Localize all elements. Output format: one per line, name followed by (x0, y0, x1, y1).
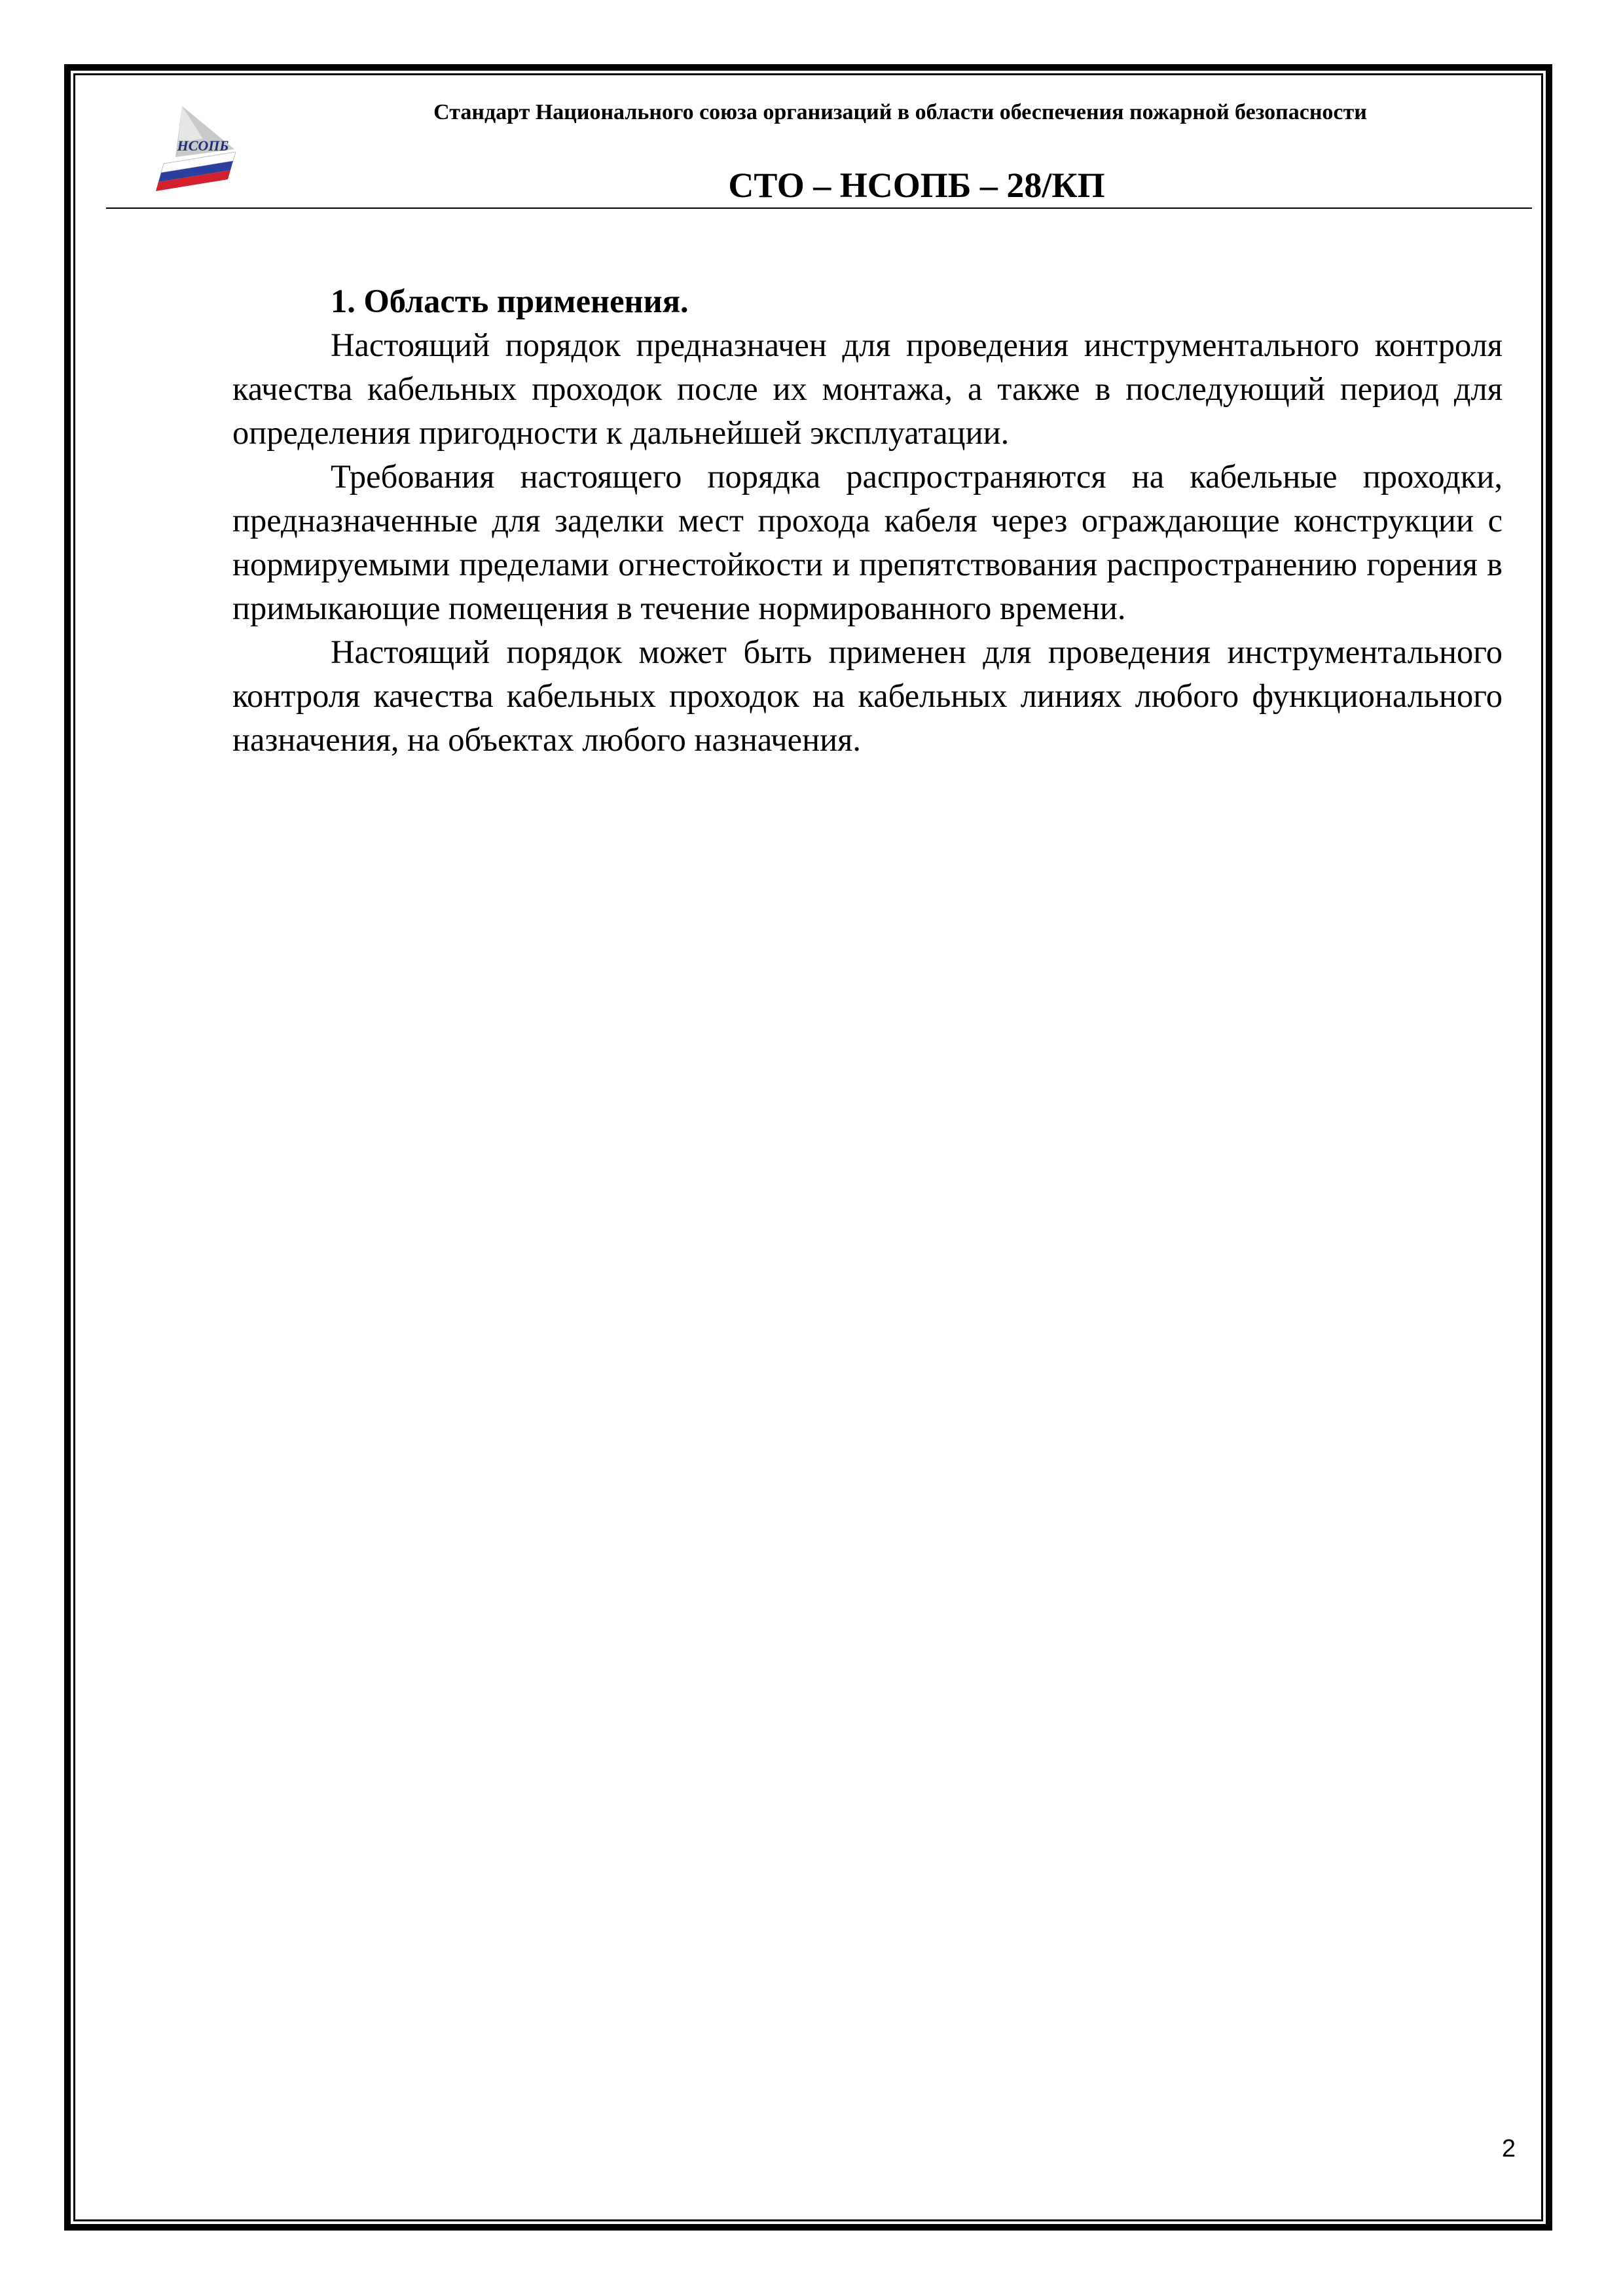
section-heading: 1. Область применения. (331, 283, 689, 319)
nsopb-logo (156, 103, 247, 195)
page-number: 2 (1501, 2135, 1516, 2162)
paragraph: Настоящий порядок предназначен для проведения инструментального контроля качества кабельных проходок после их монтажа, а также в последующий период для определения пригодности к дальнейшей эксплуатации. (232, 327, 1503, 451)
svg-text:НСОПБ: НСОПБ (177, 137, 229, 154)
paragraph: Требования настоящего порядка распространяются на кабельные проходки, предназначенные для заделки мест прохода кабеля через ограждающие конструкции с нормируемыми пределами огнестойкости и препятствования распространению горения в примыкающие помещения в течение нормированного времени. (232, 458, 1503, 626)
paragraph: Настоящий порядок может быть применен для проведения инструментального контроля качества кабельных проходок на кабельных линиях любого функционального назначения, на объектах любого назначения. (232, 634, 1503, 758)
header-divider (106, 207, 1532, 209)
document-code: СТО – НСОПБ – 28/КП (728, 166, 1105, 205)
document-body (232, 279, 1503, 762)
organization-title: Стандарт Национального союза организаций в области обеспечения пожарной безопасности (433, 100, 1367, 124)
